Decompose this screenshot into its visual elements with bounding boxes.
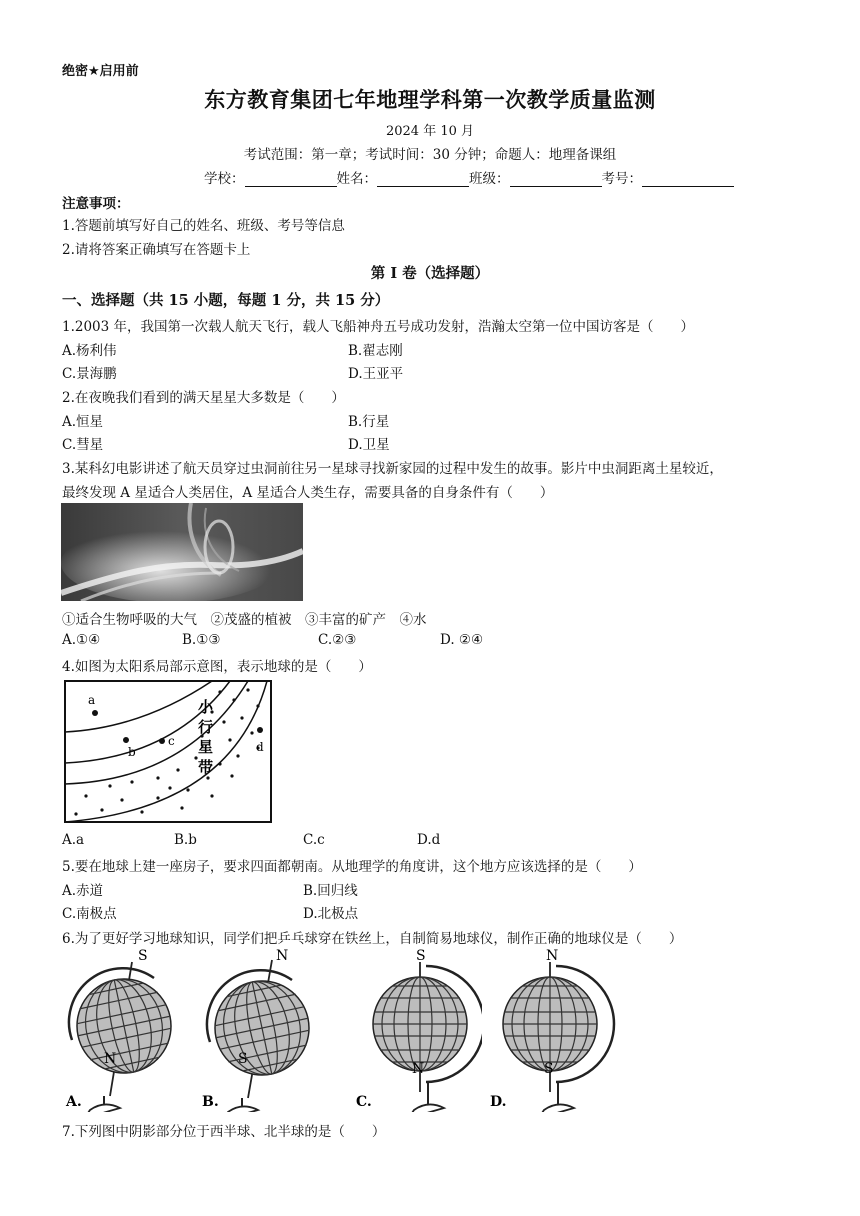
- belt-label-char: 小: [198, 698, 214, 716]
- question-stem: 6.为了更好学习地球知识，同学们把乒乓球穿在铁丝上，自制简易地球仪，制作正确的地球仪是（ ）: [62, 931, 683, 947]
- pole-label-top: N: [546, 948, 559, 964]
- option-b[interactable]: B.①③: [182, 632, 221, 648]
- planet-label-b: b: [128, 745, 136, 759]
- option-c[interactable]: C.南极点: [62, 906, 117, 922]
- exam-title: 东方教育集团七年地理学科第一次教学质量监测: [204, 88, 656, 112]
- globe-letter: C.: [356, 1094, 372, 1110]
- option-a[interactable]: A.a: [62, 832, 85, 848]
- name-label: 姓名：: [336, 171, 377, 187]
- question-stem-cont: 最终发现 A 星适合人类居住，A 星适合人类生存，需要具备的自身条件有（ ）: [62, 485, 554, 501]
- notice-item: 1.答题前填写好自己的姓名、班级、考号等信息: [62, 218, 345, 234]
- option-d[interactable]: D.卫星: [348, 437, 390, 453]
- belt-label-char: 星: [198, 738, 214, 756]
- wormhole-image: [61, 503, 303, 601]
- globe-letter: B.: [202, 1094, 219, 1110]
- class-label: 班级：: [469, 171, 510, 187]
- option-d[interactable]: D.王亚平: [348, 366, 404, 382]
- option-a[interactable]: A.赤道: [62, 883, 104, 899]
- globe-option-d[interactable]: [486, 946, 616, 1112]
- notice-item: 2.请将答案正确填写在答题卡上: [62, 242, 251, 258]
- part-title: 第 I 卷（选择题）: [370, 265, 490, 282]
- option-c[interactable]: C.彗星: [62, 437, 104, 453]
- pole-label-bottom: N: [412, 1061, 425, 1077]
- class-field[interactable]: [510, 172, 602, 187]
- option-d[interactable]: D.北极点: [303, 906, 359, 922]
- question-choices: ①适合生物呼吸的大气 ②茂盛的植被 ③丰富的矿产 ④水: [62, 612, 427, 628]
- planet-label-d: d: [256, 740, 264, 754]
- option-c[interactable]: C.②③: [318, 632, 357, 648]
- question-stem: 1.2003 年，我国第一次载人航天飞行，载人飞船神舟五号成功发射，浩瀚太空第一位中国访客是（ ）: [62, 319, 695, 335]
- option-b[interactable]: B.回归线: [303, 883, 358, 899]
- number-label: 考号：: [601, 171, 642, 187]
- school-field[interactable]: [245, 172, 337, 187]
- pole-label-bottom: N: [104, 1051, 117, 1067]
- exam-meta: 考试范围：第一章；考试时间：30 分钟；命题人：地理备课组: [243, 147, 617, 163]
- option-c[interactable]: C.c: [303, 832, 325, 848]
- question-stem: 4.如图为太阳系局部示意图，表示地球的是（ ）: [62, 659, 372, 675]
- name-field[interactable]: [377, 172, 469, 187]
- option-d[interactable]: D.d: [417, 832, 441, 848]
- school-label: 学校：: [204, 171, 245, 187]
- belt-label-char: 带: [198, 758, 214, 776]
- pole-label-top: N: [276, 948, 289, 964]
- question-stem: 5.要在地球上建一座房子，要求四面都朝南。从地理学的角度讲，这个地方应该选择的是（ ）: [62, 859, 642, 875]
- pole-label-bottom: S: [544, 1061, 554, 1077]
- question-stem: 2.在夜晚我们看到的满天星星大多数是（ ）: [62, 390, 345, 406]
- number-field[interactable]: [642, 172, 734, 187]
- student-info-line: [204, 167, 734, 187]
- option-d[interactable]: D. ②④: [440, 632, 484, 648]
- globe-letter: D.: [490, 1094, 507, 1110]
- option-b[interactable]: B.b: [174, 832, 197, 848]
- globe-letter: A.: [66, 1094, 82, 1110]
- question-stem: 3.某科幻电影讲述了航天员穿过虫洞前往另一星球寻找新家园的过程中发生的故事。影片中虫洞距离土星较近，: [62, 461, 723, 477]
- globe-option-a[interactable]: [62, 946, 192, 1112]
- section-title: 一、选择题（共 15 小题，每题 1 分，共 15 分）: [62, 292, 390, 309]
- pole-label-bottom: S: [238, 1051, 248, 1067]
- option-b[interactable]: B.行星: [348, 414, 390, 430]
- option-b[interactable]: B.翟志刚: [348, 343, 403, 359]
- pole-label-top: S: [416, 948, 426, 964]
- exam-date: 2024 年 10 月: [385, 124, 475, 139]
- belt-label-char: 行: [198, 718, 214, 736]
- notice-heading: 注意事项：: [62, 196, 130, 212]
- solar-system-diagram: [62, 678, 274, 826]
- secret-label: 绝密★启用前: [62, 64, 139, 79]
- option-c[interactable]: C.景海鹏: [62, 366, 117, 382]
- planet-label-c: c: [168, 734, 175, 748]
- globe-option-b[interactable]: [198, 946, 328, 1112]
- option-a[interactable]: A.①④: [62, 632, 101, 648]
- option-a[interactable]: A.杨利伟: [62, 343, 117, 359]
- globe-option-c[interactable]: [352, 946, 482, 1112]
- planet-label-a: a: [88, 693, 96, 707]
- question-stem: 7.下列图中阴影部分位于西半球、北半球的是（ ）: [62, 1124, 386, 1140]
- option-a[interactable]: A.恒星: [62, 414, 104, 430]
- pole-label-top: S: [138, 948, 148, 964]
